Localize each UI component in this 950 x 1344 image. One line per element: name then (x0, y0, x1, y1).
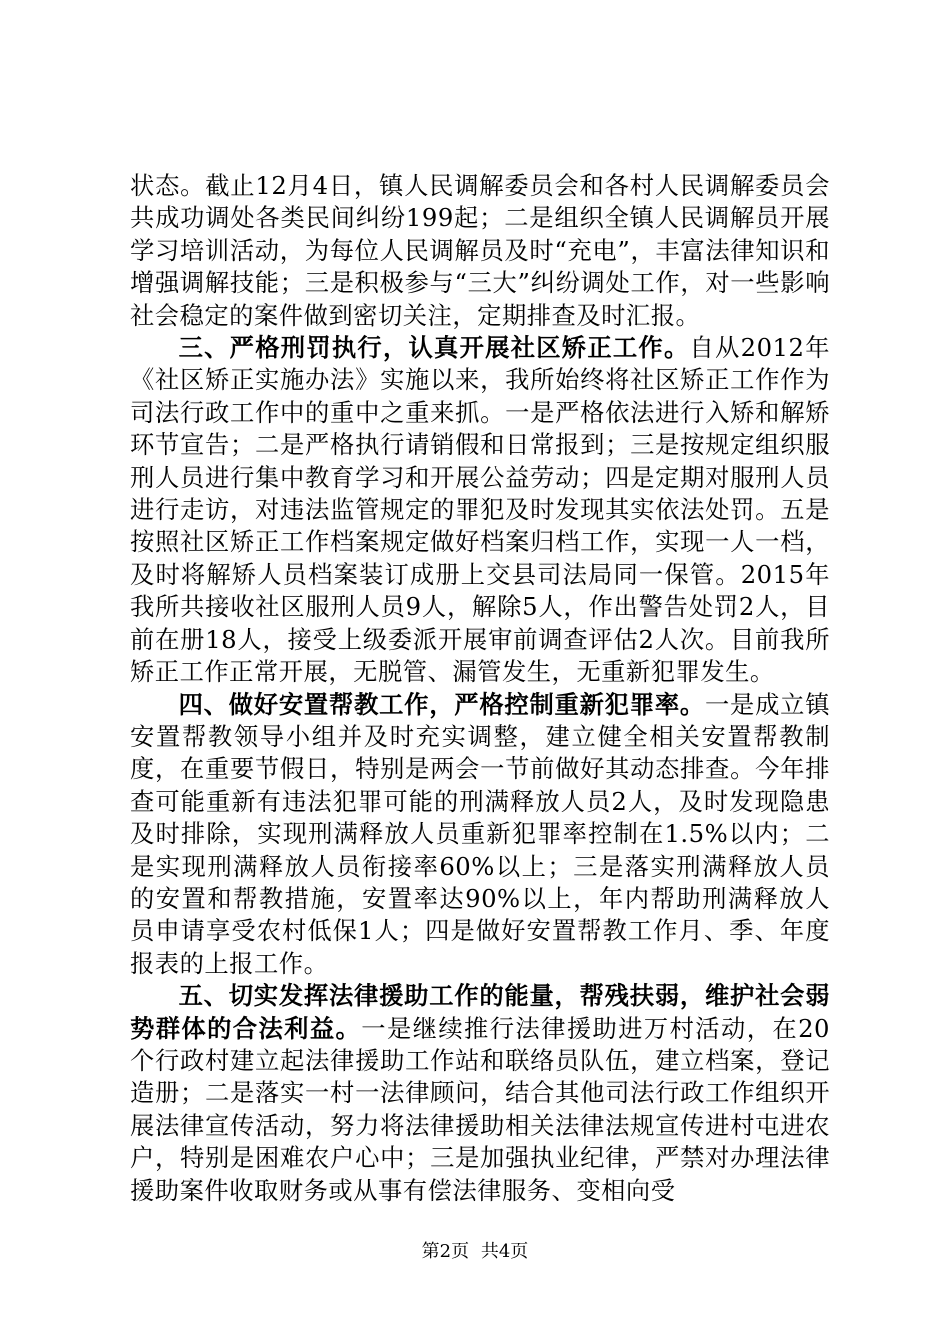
paragraph-section-4 (130, 689, 830, 981)
paragraph-text: 状态。截止12月4日，镇人民调解委员会和各村人民调解委员会共成功调处各类民间纠纷199起；二是组织全镇人民调解员开展学习培训活动，为每位人民调解员及时“充电”，丰富法律知识和增强调解技能；三是积极参与“三大”纠纷调处工作，对一些影响社会稳定的案件做到密切关注，定期排查及时汇报。 (130, 171, 830, 330)
section-heading: 五、切实发挥法律援助工作的能量，帮残扶弱，维护社会弱势群体的合法利益。 (130, 981, 830, 1043)
page-number: 第2页 (421, 1241, 470, 1262)
section-heading: 三、严格刑罚执行，认真开展社区矫正工作。 (178, 333, 690, 363)
paragraph-text: 自从2012年《社区矫正实施办法》实施以来，我所始终将社区矫正工作作为司法行政工作中的重中之重来抓。一是严格依法进行入矫和解矫环节宣告；二是严格执行请销假和日常报到；三是按规定组织服刑人员进行集中教育学习和开展公益劳动；四是定期对服刑人员进行走访，对违法监管规定的罪犯及时发现其实依法处罚。五是按照社区矫正工作档案规定做好档案归档工作，实现一人一档，及时将解矫人员档案装订成册上交县司法局同一保管。2015年我所共接收社区服刑人员9人，解除5人，作出警告处罚2人，目前在册18人，接受上级委派开展审前调查评估2人次。目前我所矫正工作正常开展，无脱管、漏管发生，无重新犯罪发生。 (130, 333, 830, 687)
page-total: 共4页 (480, 1241, 529, 1262)
paragraph-section-3 (130, 332, 830, 688)
paragraph-text: 一是继续推行法律援助进万村活动，在20个行政村建立起法律援助工作站和联络员队伍，建立档案，登记造册；二是落实一村一法律顾问，结合其他司法行政工作组织开展法律宣传活动，努力将法律援助相关法律法规宣传进村屯进农户，特别是困难农户心中；三是加强执业纪律，严禁对办理法律援助案件收取财务或从事有偿法律服务、变相向受 (130, 1013, 831, 1205)
paragraph-text: 一是成立镇安置帮教领导小组并及时充实调整，建立健全相关安置帮教制度，在重要节假日，特别是两会一节前做好其动态排查。今年排查可能重新有违法犯罪可能的刑满释放人员2人，及时发现隐患及时排除，实现刑满释放人员重新犯罪率控制在1.5%以内；二是实现刑满释放人员衔接率60%以上；三是落实刑满释放人员的安置和帮教措施，安置率达90%以上，年内帮助刑满释放人员申请享受农村低保1人；四是做好安置帮教工作月、季、年度报表的上报工作。 (130, 689, 831, 978)
page-footer (0, 1240, 950, 1264)
document-body (130, 170, 830, 1207)
section-heading: 四、做好安置帮教工作，严格控制重新犯罪率。 (178, 689, 705, 719)
paragraph-section-5 (130, 980, 830, 1207)
paragraph-continued (130, 170, 830, 332)
